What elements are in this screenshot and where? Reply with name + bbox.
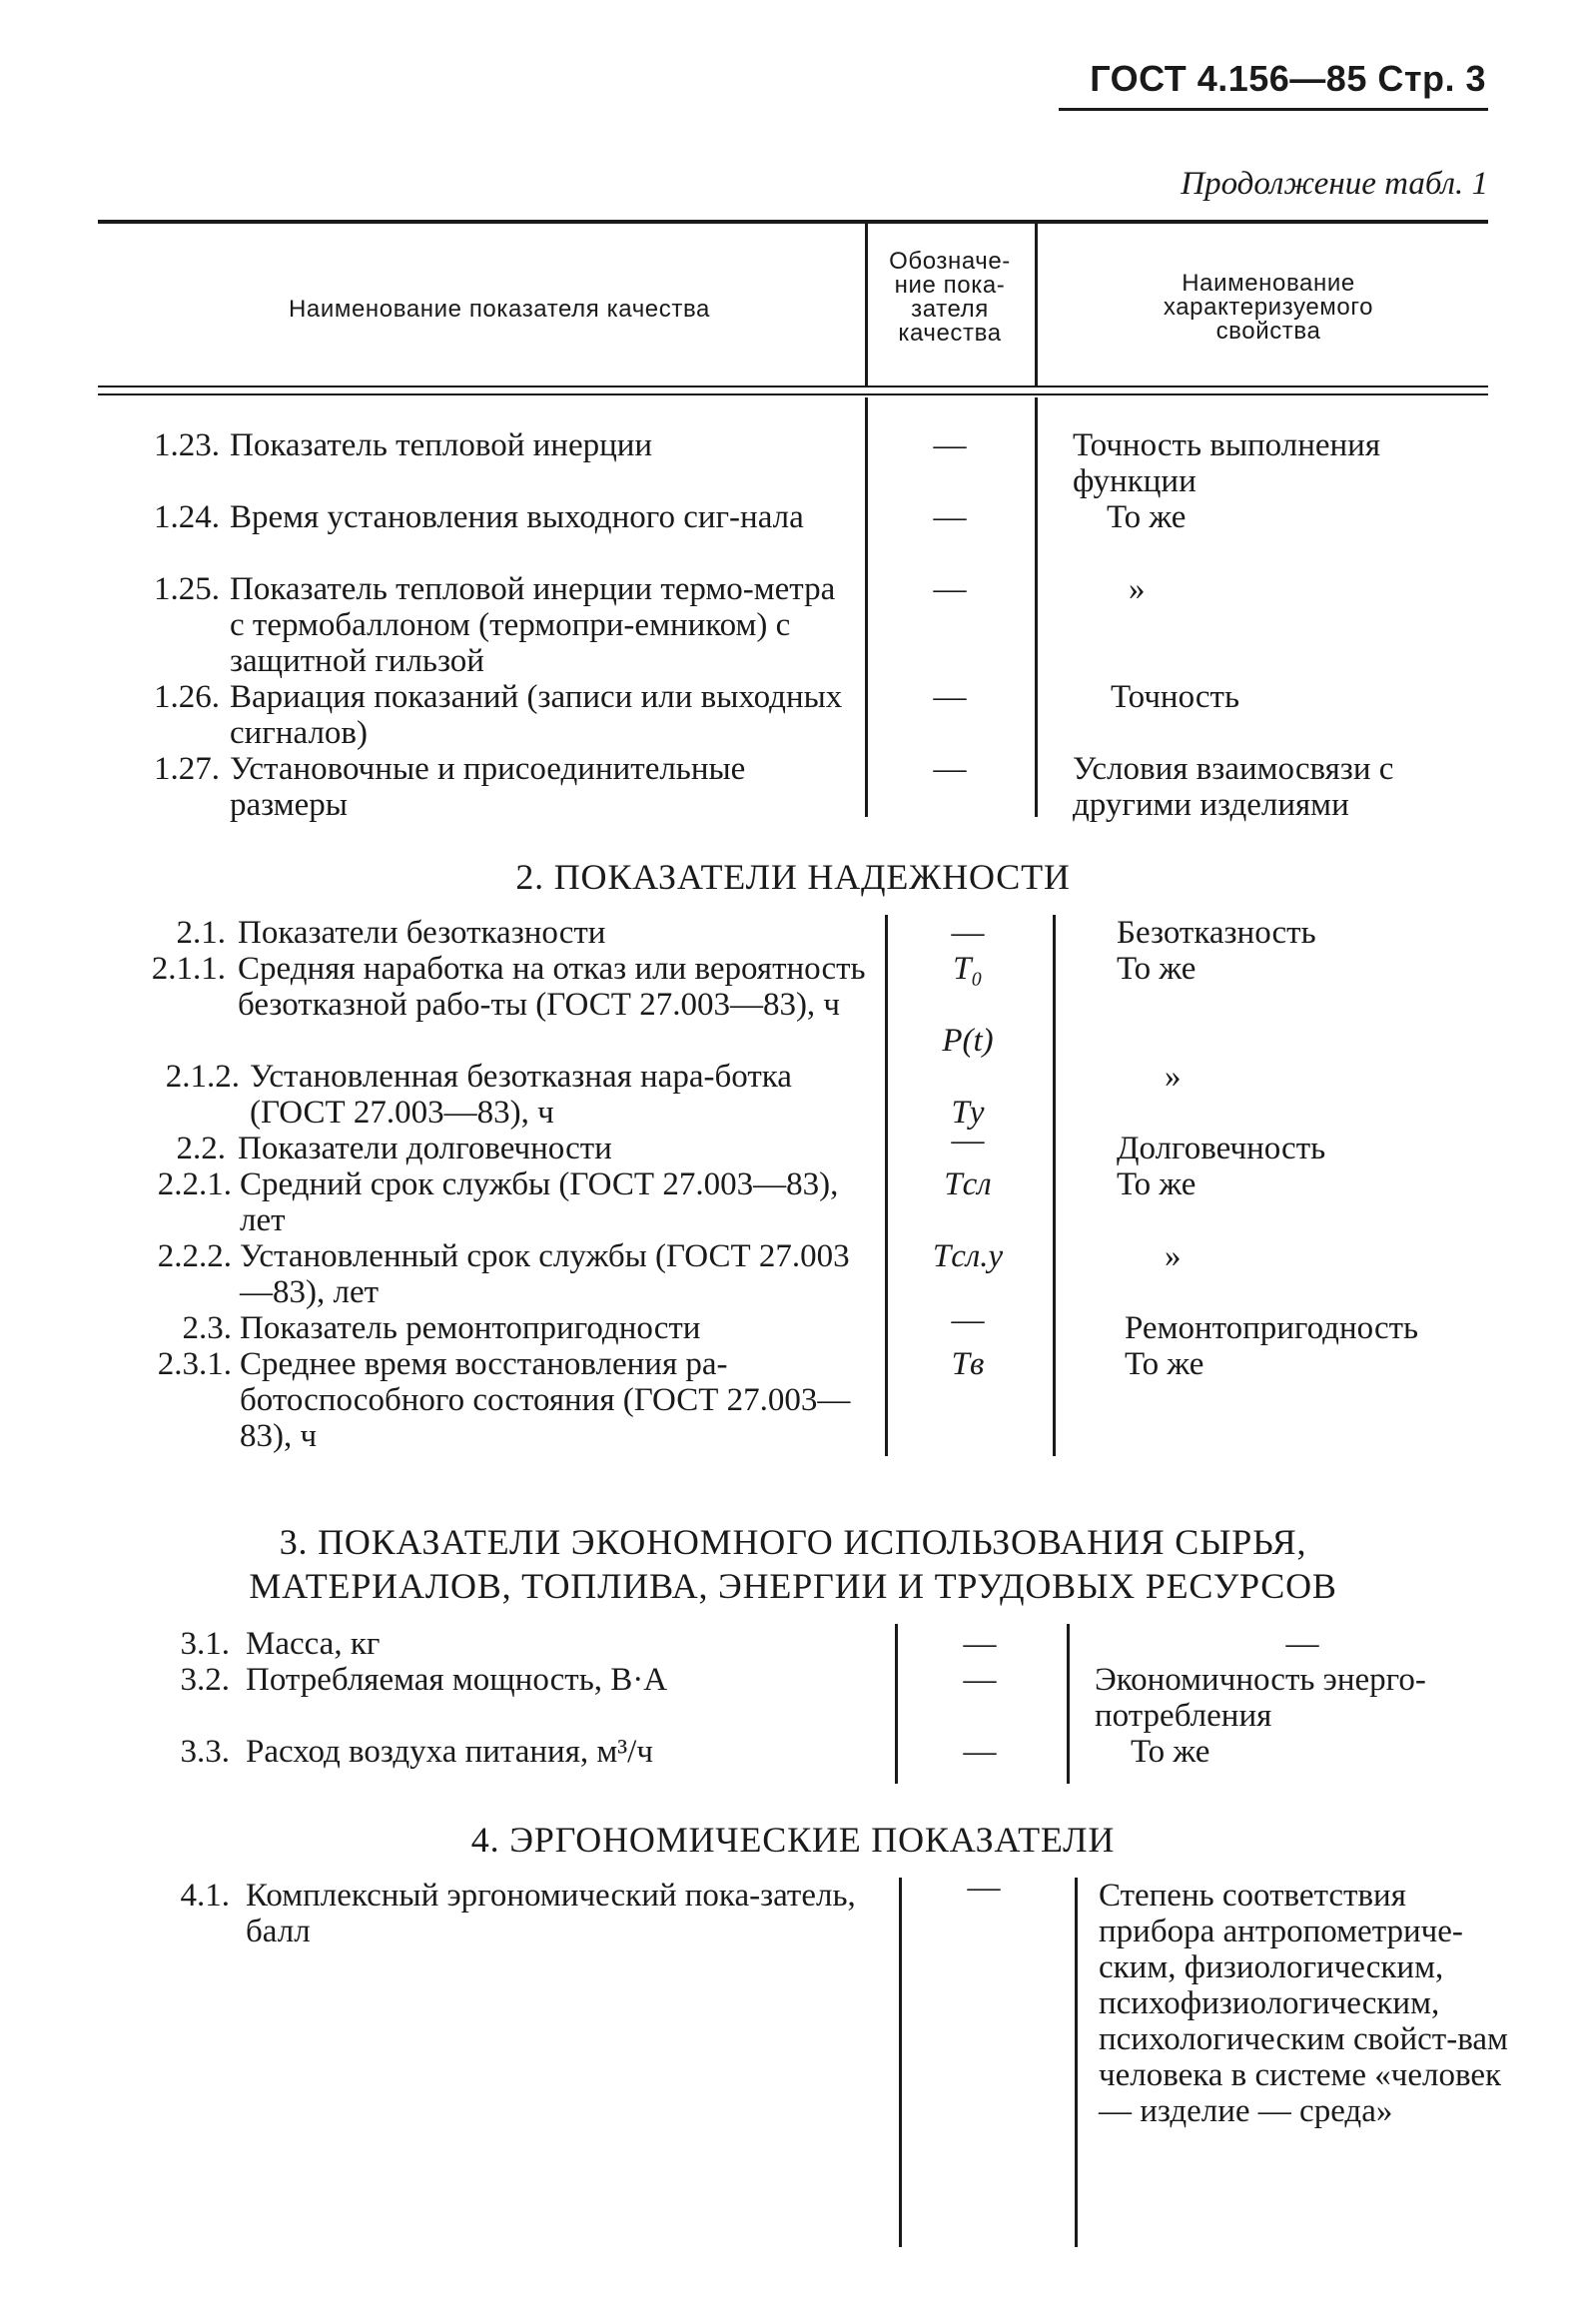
- row-number: 2.2.1.: [157, 1166, 232, 1202]
- row-property: То же: [1117, 951, 1197, 987]
- row-property: Безотказность: [1117, 915, 1316, 951]
- row-symbol: —: [963, 1662, 997, 1698]
- row-symbol: —: [967, 1870, 1001, 1906]
- column-divider: [865, 397, 868, 817]
- row-symbol: —: [963, 1626, 997, 1662]
- row-symbol: T₀: [953, 951, 983, 987]
- row-number: 3.3.: [180, 1734, 230, 1770]
- section-title-line2: МАТЕРИАЛОВ, ТОПЛИВА, ЭНЕРГИИ И ТРУДОВЫХ РЕСУРСОВ: [249, 1566, 1337, 1606]
- row-number: 3.1.: [180, 1626, 230, 1662]
- row-number: 2.3.1.: [157, 1346, 232, 1382]
- row-name: Показатель тепловой инерции: [230, 427, 653, 463]
- page-header: ГОСТ 4.156—85 Стр. 3: [1090, 58, 1486, 99]
- table-top-rule: [98, 220, 1488, 224]
- row-symbol: —: [933, 751, 967, 787]
- row-number: 1.27.: [154, 751, 220, 787]
- column-header-symbol: Обозначе- ние пока- зателя качества: [889, 248, 1011, 347]
- row-symbol: —: [933, 571, 967, 607]
- row-property: Точность выполнения функции: [1073, 427, 1381, 499]
- column-divider: [1075, 1878, 1078, 2247]
- row-property: »: [1165, 1059, 1182, 1095]
- row-name: Установленный срок службы (ГОСТ 27.003—83), лет: [240, 1238, 850, 1310]
- row-property: То же: [1117, 1166, 1197, 1202]
- column-divider: [899, 1878, 902, 2247]
- row-symbol: —: [951, 1302, 985, 1338]
- table-head-rule: [98, 393, 1488, 395]
- row-name: Средний срок службы (ГОСТ 27.003—83), лет: [240, 1166, 839, 1238]
- row-property: »: [1129, 571, 1146, 607]
- row-symbol: Tв: [951, 1346, 985, 1382]
- column-divider: [1053, 915, 1056, 1456]
- row-property: Долговечность: [1117, 1131, 1326, 1166]
- row-property: То же: [1107, 499, 1187, 535]
- column-header-property: Наименование характеризуемого свойства: [1163, 270, 1374, 345]
- row-property: Степень соответствия прибора антропометриче-ским, физиологическим, психофизиологическим, психологическим свойст-вам человека в системе «человек — изделие — среда»: [1099, 1878, 1508, 2129]
- row-symbol: Tсл.у: [932, 1238, 1004, 1274]
- row-number: 2.2.2.: [157, 1238, 232, 1274]
- row-name: Установочные и присоединительные размеры: [230, 751, 746, 823]
- column-header-name: Наименование показателя качества: [289, 296, 710, 323]
- row-symbol: Tу: [951, 1095, 985, 1131]
- row-name: Среднее время восстановления ра-ботоспособного состояния (ГОСТ 27.003—83), ч: [240, 1346, 851, 1454]
- row-symbol: —: [933, 679, 967, 715]
- section-title: 3. ПОКАЗАТЕЛИ ЭКОНОМНОГО ИСПОЛЬЗОВАНИЯ СЫРЬЯ,: [279, 1522, 1307, 1562]
- row-name: Установленная безотказная нара-ботка (ГОСТ 27.003—83), ч: [250, 1059, 792, 1131]
- row-name: Расход воздуха питания, м³/ч: [246, 1734, 653, 1770]
- section-title: 4. ЭРГОНОМИЧЕСКИЕ ПОКАЗАТЕЛИ: [470, 1820, 1116, 1860]
- row-number: 2.1.: [176, 915, 226, 951]
- header-rule: [1059, 108, 1488, 111]
- row-symbol: —: [933, 427, 967, 463]
- row-name: Показатели безотказности: [238, 915, 606, 951]
- section-title: 2. ПОКАЗАТЕЛИ НАДЕЖНОСТИ: [515, 857, 1071, 897]
- table-continuation-label: Продолжение табл. 1: [1181, 166, 1488, 202]
- table-head-rule: [98, 385, 1488, 387]
- row-property: То же: [1125, 1346, 1204, 1382]
- row-property: »: [1165, 1238, 1182, 1274]
- row-name: Масса, кг: [246, 1626, 381, 1662]
- row-symbol: —: [963, 1734, 997, 1770]
- row-property: —: [1285, 1626, 1319, 1662]
- row-symbol: —: [951, 1123, 985, 1158]
- row-property: Экономичность энерго-потребления: [1095, 1662, 1426, 1734]
- row-property: Точность: [1111, 679, 1240, 715]
- row-name: Потребляемая мощность, В·А: [246, 1662, 668, 1698]
- row-number: 2.1.2.: [165, 1059, 240, 1095]
- row-number: 4.1.: [180, 1878, 230, 1914]
- row-name: Показатель ремонтопригодности: [240, 1310, 701, 1346]
- row-name: Средняя наработка на отказ или вероятность безотказной рабо-ты (ГОСТ 27.003—83), ч: [238, 951, 866, 1023]
- row-property: То же: [1131, 1734, 1210, 1770]
- row-number: 1.24.: [154, 499, 220, 535]
- column-divider: [1067, 1624, 1070, 1784]
- row-name: Время установления выходного сиг-нала: [230, 499, 804, 535]
- row-number: 2.2.: [176, 1131, 226, 1166]
- row-number: 3.2.: [180, 1662, 230, 1698]
- column-divider: [885, 915, 888, 1456]
- column-divider: [1035, 397, 1038, 817]
- row-name: Показатели долговечности: [238, 1131, 612, 1166]
- row-symbol-alt: P(t): [942, 1023, 994, 1059]
- row-number: 1.25.: [154, 571, 220, 607]
- row-name: Комплексный эргономический пока-затель, балл: [246, 1878, 856, 1949]
- row-name: Вариация показаний (записи или выходных сигналов): [230, 679, 843, 751]
- row-number: 2.1.1.: [151, 951, 226, 987]
- row-number: 1.26.: [154, 679, 220, 715]
- row-symbol: —: [951, 915, 985, 951]
- column-divider: [895, 1624, 898, 1784]
- row-property: Условия взаимосвязи с другими изделиями: [1073, 751, 1394, 823]
- column-divider: [1035, 222, 1038, 385]
- row-number: 1.23.: [154, 427, 220, 463]
- row-name: Показатель тепловой инерции термо-метра с термобаллоном (термопри-емником) с защитной гильзой: [230, 571, 836, 679]
- row-number: 2.3.: [182, 1310, 232, 1346]
- row-symbol: —: [933, 499, 967, 535]
- row-property: Ремонтопригодность: [1125, 1310, 1419, 1346]
- row-symbol: Tсл: [944, 1166, 992, 1202]
